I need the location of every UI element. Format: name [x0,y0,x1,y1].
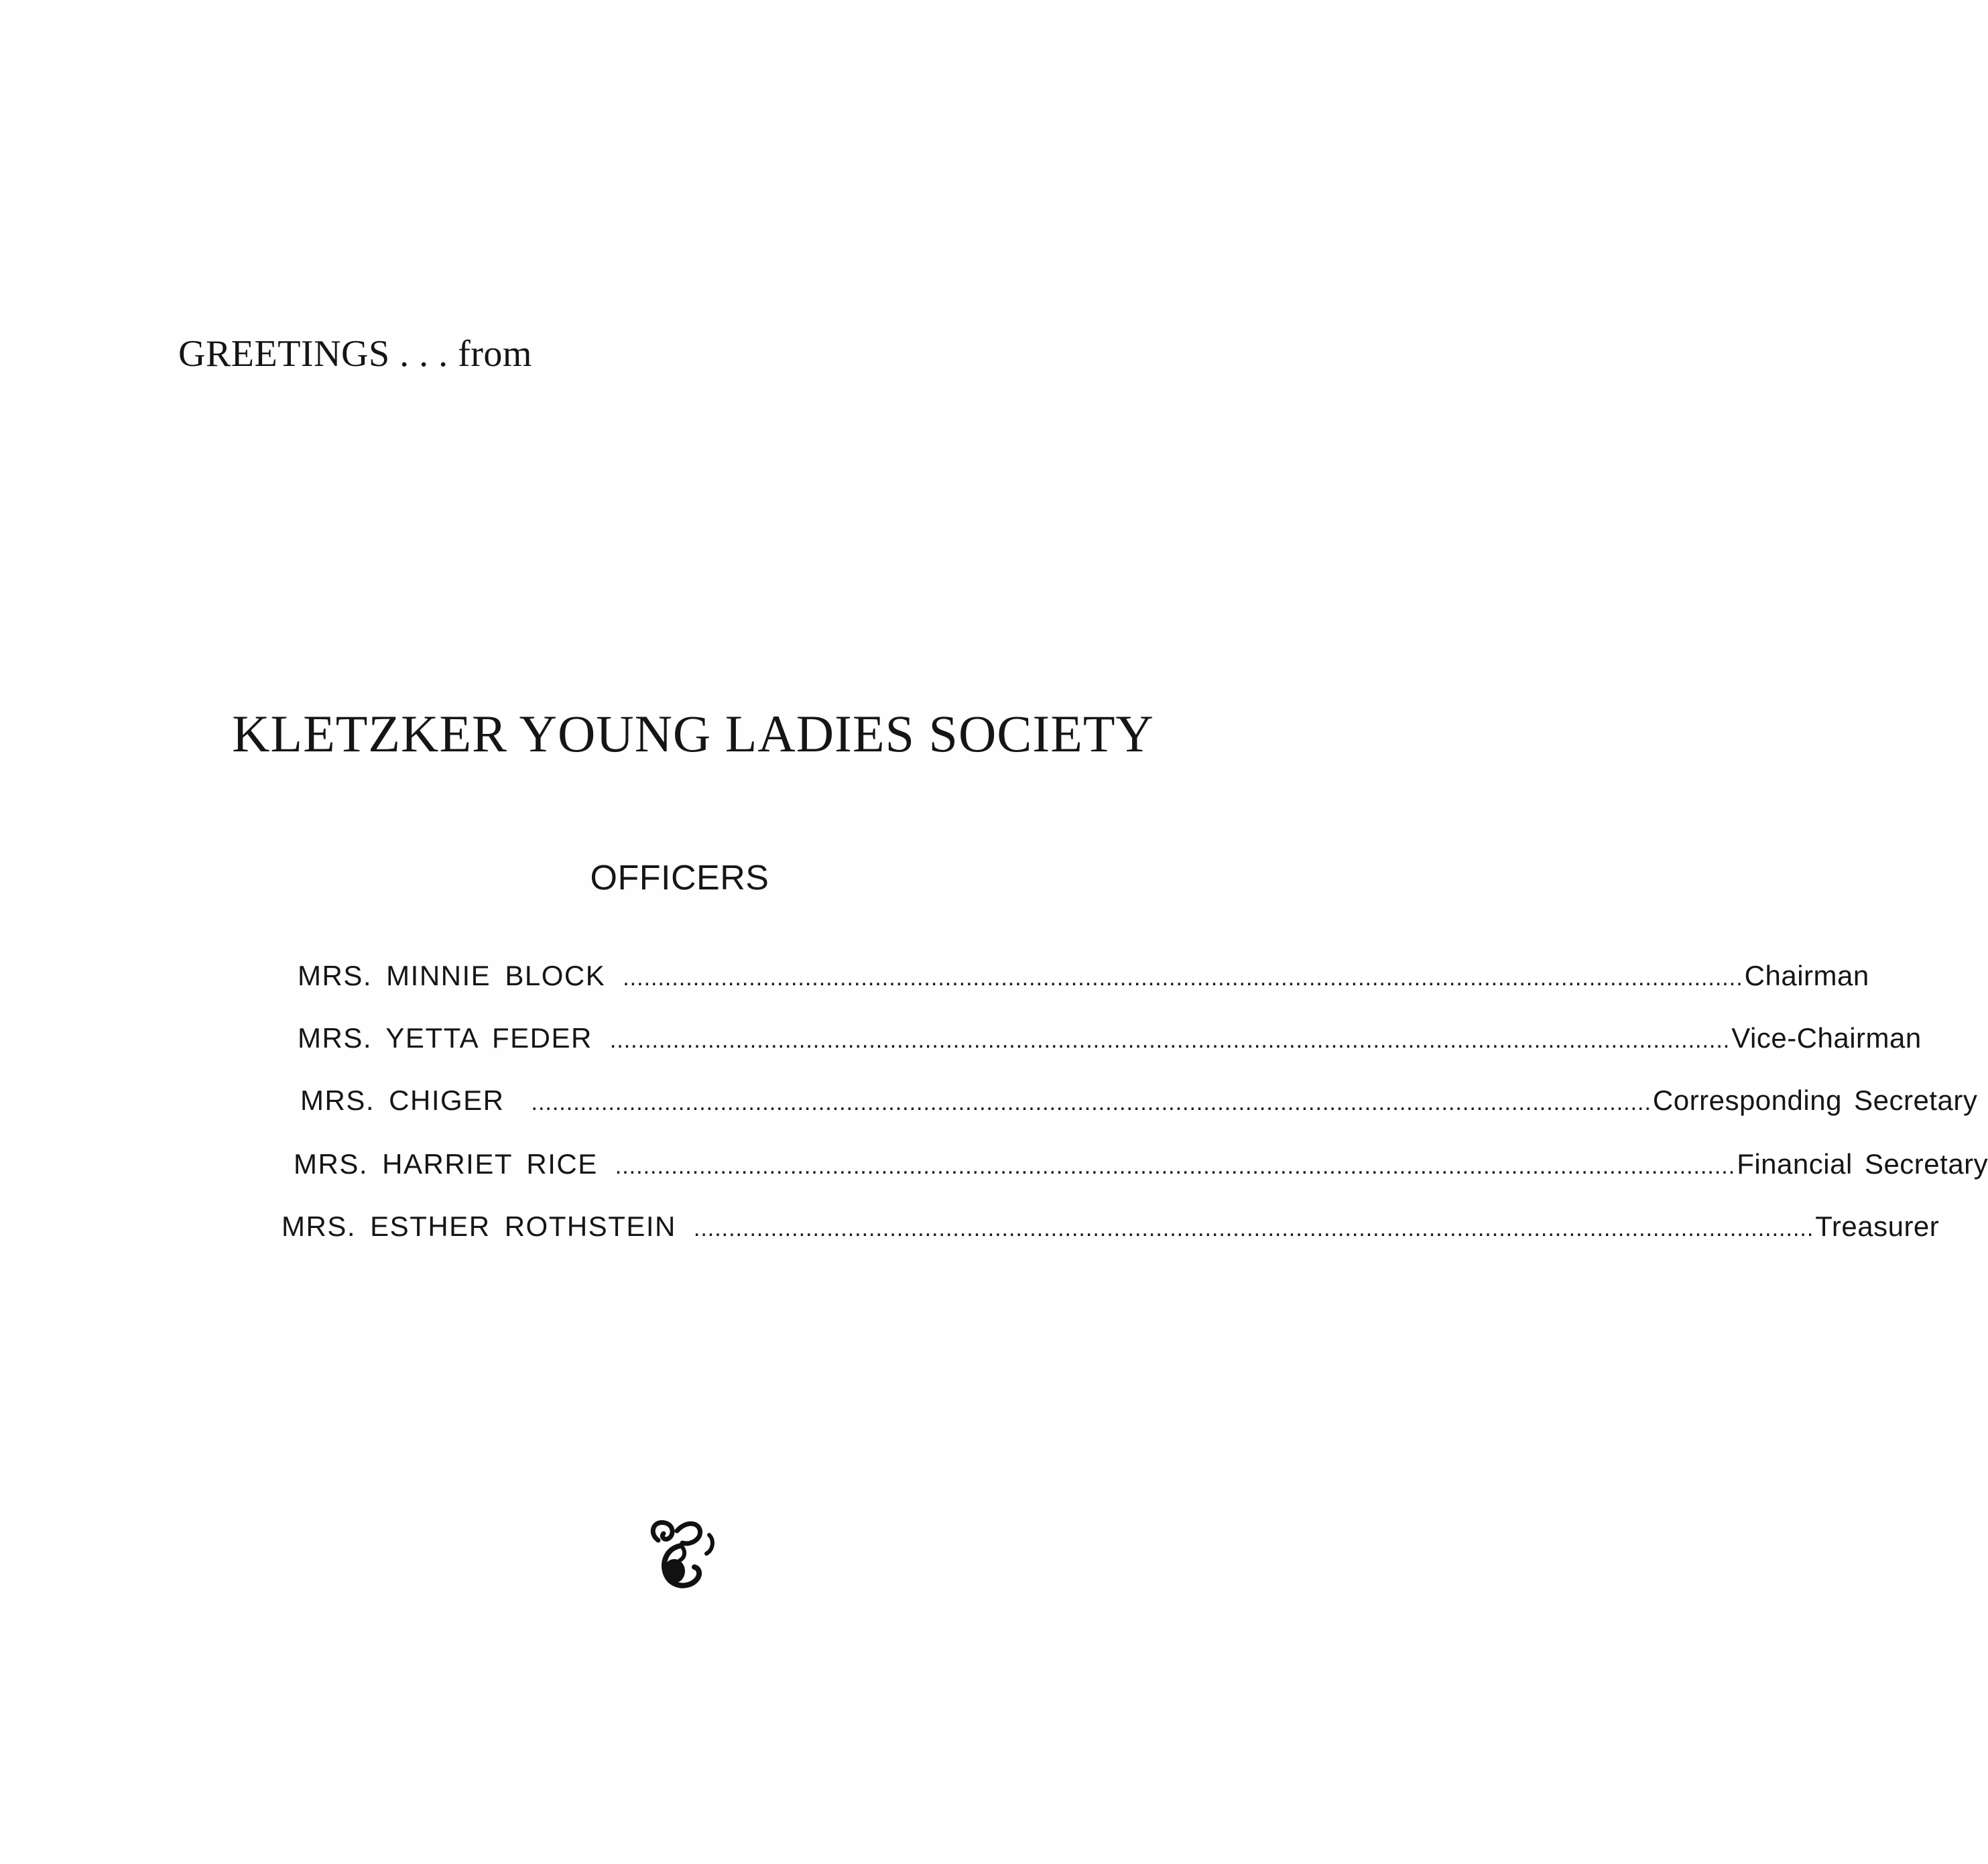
dot-leader: ................................................................................................................................................................ [615,1154,1736,1179]
officer-row-chairman [298,960,1869,992]
ornament-flourish-icon [643,1516,724,1597]
officers-heading: OFFICERS [590,859,769,897]
officer-row-vice-chairman [298,1022,1922,1054]
officer-name: MRS. CHIGER [300,1084,505,1116]
dot-leader: ................................................................................................................................................................ [609,1028,1731,1053]
officer-title: Vice-Chairman [1731,1022,1922,1054]
dot-leader: ................................................................................................................................................................ [531,1090,1652,1115]
officer-name: MRS. HARRIET RICE [294,1148,598,1180]
greeting-text: GREETINGS . . . from [178,333,532,375]
officer-title: Chairman [1744,960,1869,991]
officer-title: Treasurer [1815,1210,1940,1242]
dot-leader: ................................................................................................................................................................ [693,1216,1814,1241]
organization-title: KLETZKER YOUNG LADIES SOCIETY [232,704,1154,763]
officer-name: MRS. MINNIE BLOCK [298,960,606,991]
dot-leader: ................................................................................................................................................................ [623,965,1743,991]
officer-row-corresponding-secretary [300,1084,1978,1117]
officer-title: Corresponding Secretary [1652,1084,1978,1116]
officer-name: MRS. ESTHER ROTHSTEIN [282,1210,676,1242]
officer-title: Financial Secretary [1737,1148,1988,1180]
officer-name: MRS. YETTA FEDER [298,1022,593,1054]
officer-row-financial-secretary [294,1148,1988,1180]
officer-row-treasurer [282,1210,1940,1243]
